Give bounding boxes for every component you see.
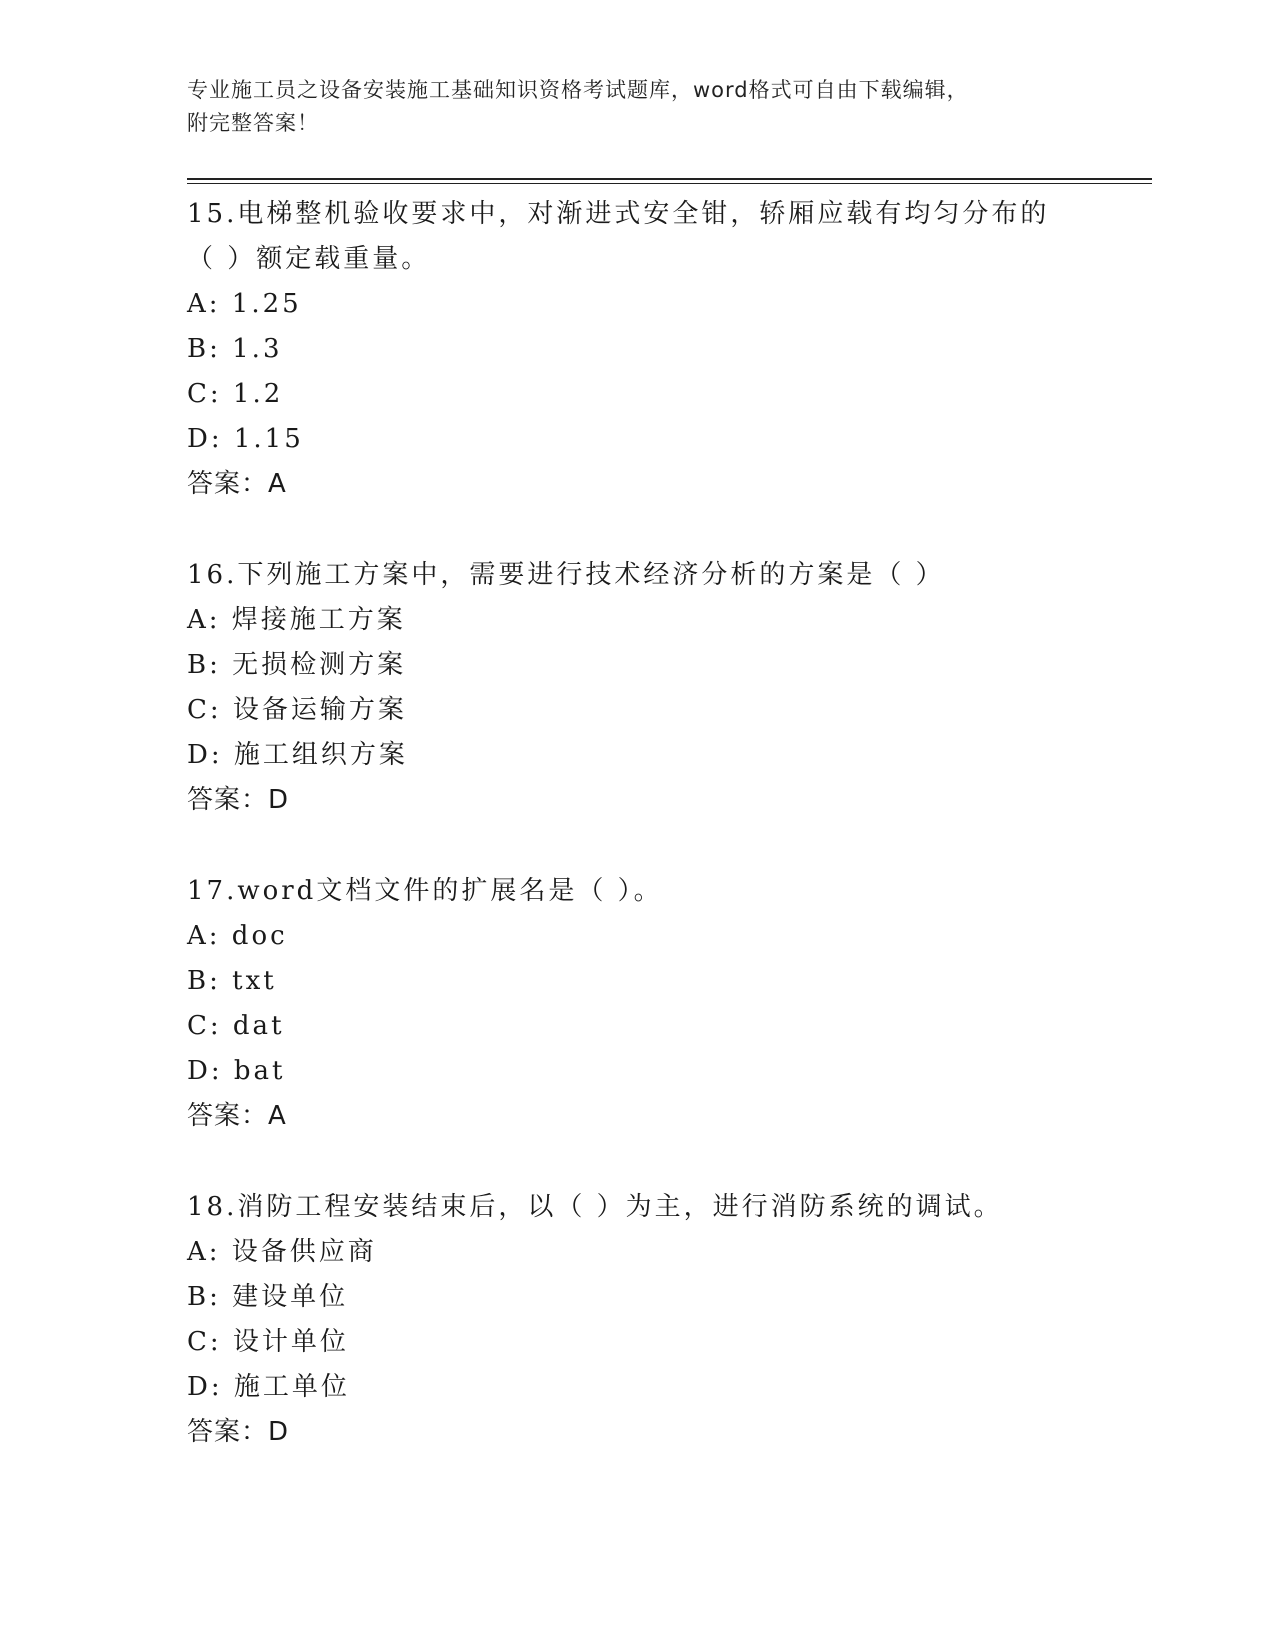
header-line-2: 附完整答案！ [187,111,319,135]
option-b: B: 1.3 [187,334,283,364]
question-text: 16.下列施工方案中，需要进行技术经济分析的方案是（ ） [187,560,945,590]
document-header [187,74,1087,140]
option-d: D: 施工单位 [187,1372,350,1402]
option-a: A: 1.25 [187,289,302,319]
question-text: 18.消防工程安装结束后，以（ ）为主，进行消防系统的调试。 [187,1192,1003,1222]
header-divider-thin [187,183,1152,184]
option-a: A: 设备供应商 [187,1237,377,1267]
header-divider-thick [187,178,1152,180]
option-d: D: 1.15 [187,424,304,454]
option-b: B: 建设单位 [187,1282,349,1312]
option-d: D: 施工组织方案 [187,740,408,770]
answer: 答案：A [187,469,287,499]
header-line-1: 专业施工员之设备安装施工基础知识资格考试题库，word格式可自由下载编辑， [187,78,969,102]
option-b: B: txt [187,966,277,996]
answer: 答案：D [187,1417,290,1447]
option-c: C: 1.2 [187,379,284,409]
question-text: 15.电梯整机验收要求中，对渐进式安全钳，轿厢应载有均匀分布的（ ）额定载重量。 [187,199,1050,274]
option-c: C: dat [187,1011,285,1041]
question-16 [187,553,1087,823]
option-d: D: bat [187,1056,286,1086]
question-18 [187,1185,1087,1455]
answer: 答案：A [187,1101,287,1131]
option-c: C: 设备运输方案 [187,695,407,725]
option-c: C: 设计单位 [187,1327,349,1357]
option-b: B: 无损检测方案 [187,650,407,680]
question-17 [187,869,1087,1139]
option-a: A: doc [187,921,288,951]
question-15 [187,192,1087,507]
question-text: 17.word文档文件的扩展名是（ ）。 [187,876,663,906]
question-list [187,192,1087,1501]
option-a: A: 焊接施工方案 [187,605,406,635]
answer: 答案：D [187,785,290,815]
